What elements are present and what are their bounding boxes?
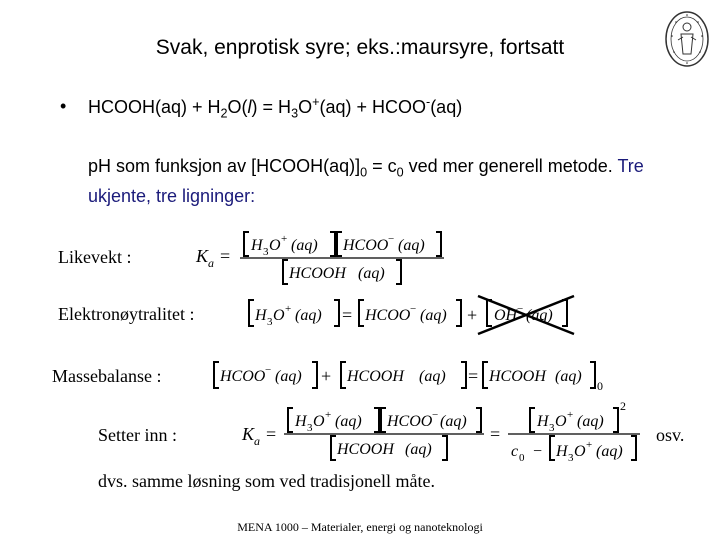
svg-text:0: 0 [519,452,525,464]
svg-text:O: O [313,413,325,430]
svg-text:O: O [555,413,567,430]
svg-text:(aq): (aq) [577,413,604,430]
svg-text:=: = [220,246,231,266]
svg-text:(aq): (aq) [419,368,446,385]
slide-title: Svak, enprotisk syre; eks.:maursyre, fortsatt [155,36,565,59]
svg-text:+: + [285,303,292,315]
svg-text:−: − [517,303,524,315]
svg-text:3: 3 [267,316,273,328]
svg-text:=: = [266,424,277,444]
svg-text:OH: OH [494,307,518,324]
svg-text:−: − [432,409,439,421]
svg-text:a: a [254,434,260,448]
svg-text:HCOOH: HCOOH [337,441,394,458]
svg-text:H: H [251,237,263,254]
setter-label: Setter inn : [98,425,177,445]
ka-symbol: K [196,246,209,266]
svg-text:(aq): (aq) [596,443,623,460]
svg-text:(aq): (aq) [358,265,385,282]
svg-text:−: − [533,443,543,460]
svg-text:(aq): (aq) [405,441,432,458]
svg-text:HCOOH: HCOOH [347,368,404,385]
svg-text:(aq): (aq) [291,237,318,254]
svg-text:−: − [265,364,272,376]
svg-text:=: = [342,305,353,325]
svg-text:HCOO: HCOO [365,307,411,324]
svg-text:+: + [467,305,478,325]
svg-text:0: 0 [597,379,603,393]
svg-text:K: K [242,424,255,444]
svg-text:H: H [556,443,568,460]
svg-text:(aq): (aq) [526,307,553,324]
svg-text:3: 3 [549,422,555,434]
svg-text:=: = [468,366,479,386]
svg-text:O: O [574,443,586,460]
svg-text:O: O [273,307,285,324]
svg-text:=: = [490,424,501,444]
svg-text:osv.: osv. [656,425,685,445]
svg-text:HCOOH: HCOOH [489,368,546,385]
svg-text:HCOO: HCOO [220,368,266,385]
svg-text:(aq): (aq) [420,307,447,324]
svg-text:3: 3 [263,246,269,258]
elektron-label: Elektronøytralitet : [58,304,195,324]
svg-text:H: H [255,307,267,324]
svg-text:HCOO: HCOO [387,413,433,430]
conclusion-text: dvs. samme løsning som ved tradisjonell måte. [98,471,435,491]
svg-text:H: H [295,413,307,430]
svg-text:O: O [269,237,281,254]
svg-text:−: − [410,303,417,315]
svg-text:+: + [321,366,332,386]
svg-text:(aq): (aq) [275,368,302,385]
svg-text:2: 2 [620,399,626,413]
intro-paragraph: pH som funksjon av $[HCOOH(aq)]_0 = c_0$ ved mer generell metode. Tre ukjente, tre ligninger: [88,156,644,206]
likevekt-label: Likevekt : [58,247,132,267]
svg-text:HCOO: HCOO [343,237,389,254]
svg-text:c: c [511,443,519,460]
svg-text:−: − [388,233,395,245]
footer-course: MENA 1000 – Materialer, energi og nanoteknologi [237,520,483,534]
svg-text:+: + [325,409,332,421]
svg-text:(aq): (aq) [335,413,362,430]
svg-text:+: + [281,233,288,245]
svg-text:3: 3 [568,452,574,464]
svg-text:H: H [537,413,549,430]
svg-text:(aq): (aq) [295,307,322,324]
svg-text:a: a [208,256,214,270]
svg-text:(aq): (aq) [398,237,425,254]
svg-text:3: 3 [307,422,313,434]
svg-text:HCOOH: HCOOH [289,265,346,282]
svg-text:(aq): (aq) [440,413,467,430]
masse-label: Massebalanse : [52,366,162,386]
svg-text:+: + [586,439,593,451]
svg-text:(aq): (aq) [555,368,582,385]
bullet-symbol: • [60,96,67,116]
reaction-equation: HCOOH(aq) + $H_2O(l) = H_3O^+(aq)$ + HCOO-(aq) [88,95,463,121]
svg-text:+: + [567,409,574,421]
